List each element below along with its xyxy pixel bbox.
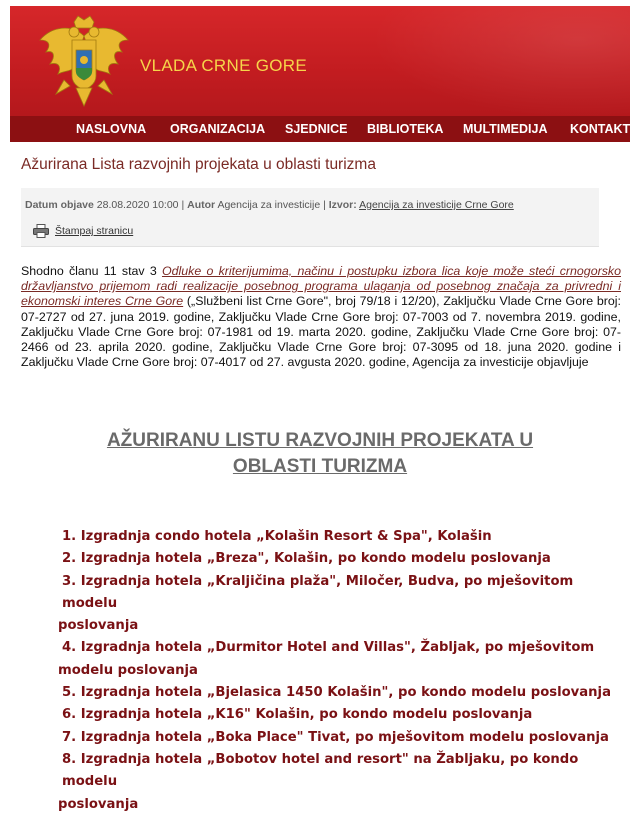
meta-separator: | xyxy=(323,199,326,211)
list-heading-line1: AŽURIRANU LISTU RAZVOJNIH PROJEKATA U xyxy=(106,430,534,451)
project-text: 2. Izgradnja hotela „Breza", Kolašin, po kondo modelu poslovanja xyxy=(62,551,551,567)
list-item xyxy=(62,682,622,704)
author-value: Agencija za investicije xyxy=(217,199,321,211)
intro-suffix: („Službeni list Crne Gore", broj 79/18 i 12/20), Zaključku Vlade Crne Gore broj: 07-2727 od 27. juna 2019. godine, Zaključku Vlade Crne Gore broj: 07-7003 od 7. novembra 2019. godine, Zaključku Vlade Crne Gore broj: 07-1981 od 19. marta 2020. godine, Zaključku Vlade Crne Gore broj: 07-2466 od 23. aprila 2020. godine, Zaključku Vlade Crne Gore broj: 07-3095 od 18. juna 2020. godine i Zaključku Vlade Crne Gore broj: 07-4017 od 27. avgusta 2020. godine, Agencija za investicije objavljuje xyxy=(21,294,621,370)
list-item xyxy=(58,749,622,816)
project-text: 5. Izgradnja hotela „Bjelasica 1450 Kolašin", po kondo modelu poslovanja xyxy=(62,685,611,701)
project-text-continued: poslovanja xyxy=(58,618,139,634)
print-link[interactable]: Štampaj stranicu xyxy=(55,225,134,237)
nav-item-organizacija[interactable]: ORGANIZACIJA xyxy=(170,122,266,136)
list-item xyxy=(58,571,622,638)
project-text: 6. Izgradnja hotela „K16" Kolašin, po kondo modelu poslovanja xyxy=(62,707,533,723)
author-label: Autor xyxy=(187,199,216,211)
list-heading xyxy=(20,428,620,480)
list-item xyxy=(58,637,622,682)
project-text-continued: modelu poslovanja xyxy=(58,662,198,678)
intro-paragraph xyxy=(21,264,621,370)
printer-icon[interactable] xyxy=(33,224,49,238)
list-item xyxy=(62,548,622,570)
nav-item-kontakt[interactable]: KONTAKT xyxy=(570,122,631,136)
date-value: 28.08.2020 10:00 xyxy=(96,199,179,211)
list-item xyxy=(62,526,622,548)
header-shade xyxy=(370,6,630,118)
nav-item-naslovna[interactable]: NASLOVNA xyxy=(76,122,147,136)
page-title: Ažurirana Lista razvojnih projekata u oblasti turizma xyxy=(21,156,376,173)
main-nav xyxy=(10,116,630,142)
print-page[interactable] xyxy=(33,224,133,238)
list-heading-line2: OBLASTI TURIZMA xyxy=(232,456,408,477)
nav-item-multimedija[interactable]: MULTIMEDIJA xyxy=(463,122,548,136)
nav-item-biblioteka[interactable]: BIBLIOTEKA xyxy=(367,122,444,136)
list-item xyxy=(62,727,622,749)
site-header xyxy=(10,6,630,118)
source-label: Izvor: xyxy=(328,199,357,211)
date-label: Datum objave xyxy=(25,199,94,211)
project-text-continued: poslovanja xyxy=(58,796,139,812)
project-text: 4. Izgradnja hotela „Durmitor Hotel and Villas", Žabljak, po mješovitom xyxy=(62,640,595,656)
project-list xyxy=(58,526,622,816)
source-link[interactable]: Agencija za investicije Crne Gore xyxy=(359,199,514,211)
meta-line xyxy=(25,199,514,211)
nav-item-sjednice[interactable]: SJEDNICE xyxy=(285,122,348,136)
article-meta xyxy=(21,188,599,247)
project-text: 7. Izgradnja hotela „Boka Place" Tivat, po mješovitom modelu poslovanja xyxy=(62,729,609,745)
decision-link[interactable]: Odluke o kriterijumima, načinu i postupku izbora lica koje može steći crnogorsko državljanstvo prijemom radi realizacije posebnog programa ulaganja od posebnog značaja za privredni i ekonomski interes Crne Gore xyxy=(21,264,621,309)
coat-of-arms-icon[interactable] xyxy=(34,14,134,114)
site-title[interactable]: VLADA CRNE GORE xyxy=(140,56,307,75)
project-text: 1. Izgradnja condo hotela „Kolašin Resort & Spa", Kolašin xyxy=(62,529,492,544)
meta-separator: | xyxy=(181,199,185,211)
project-text: 8. Izgradnja hotela „Bobotov hotel and resort" na Žabljaku, po kondo modelu xyxy=(62,751,579,790)
project-text: 3. Izgradnja hotela „Kraljičina plaža", Miločer, Budva, po mješovitom modelu xyxy=(62,573,574,611)
intro-prefix: Shodno članu 11 stav 3 xyxy=(21,264,162,278)
list-item xyxy=(62,704,622,726)
